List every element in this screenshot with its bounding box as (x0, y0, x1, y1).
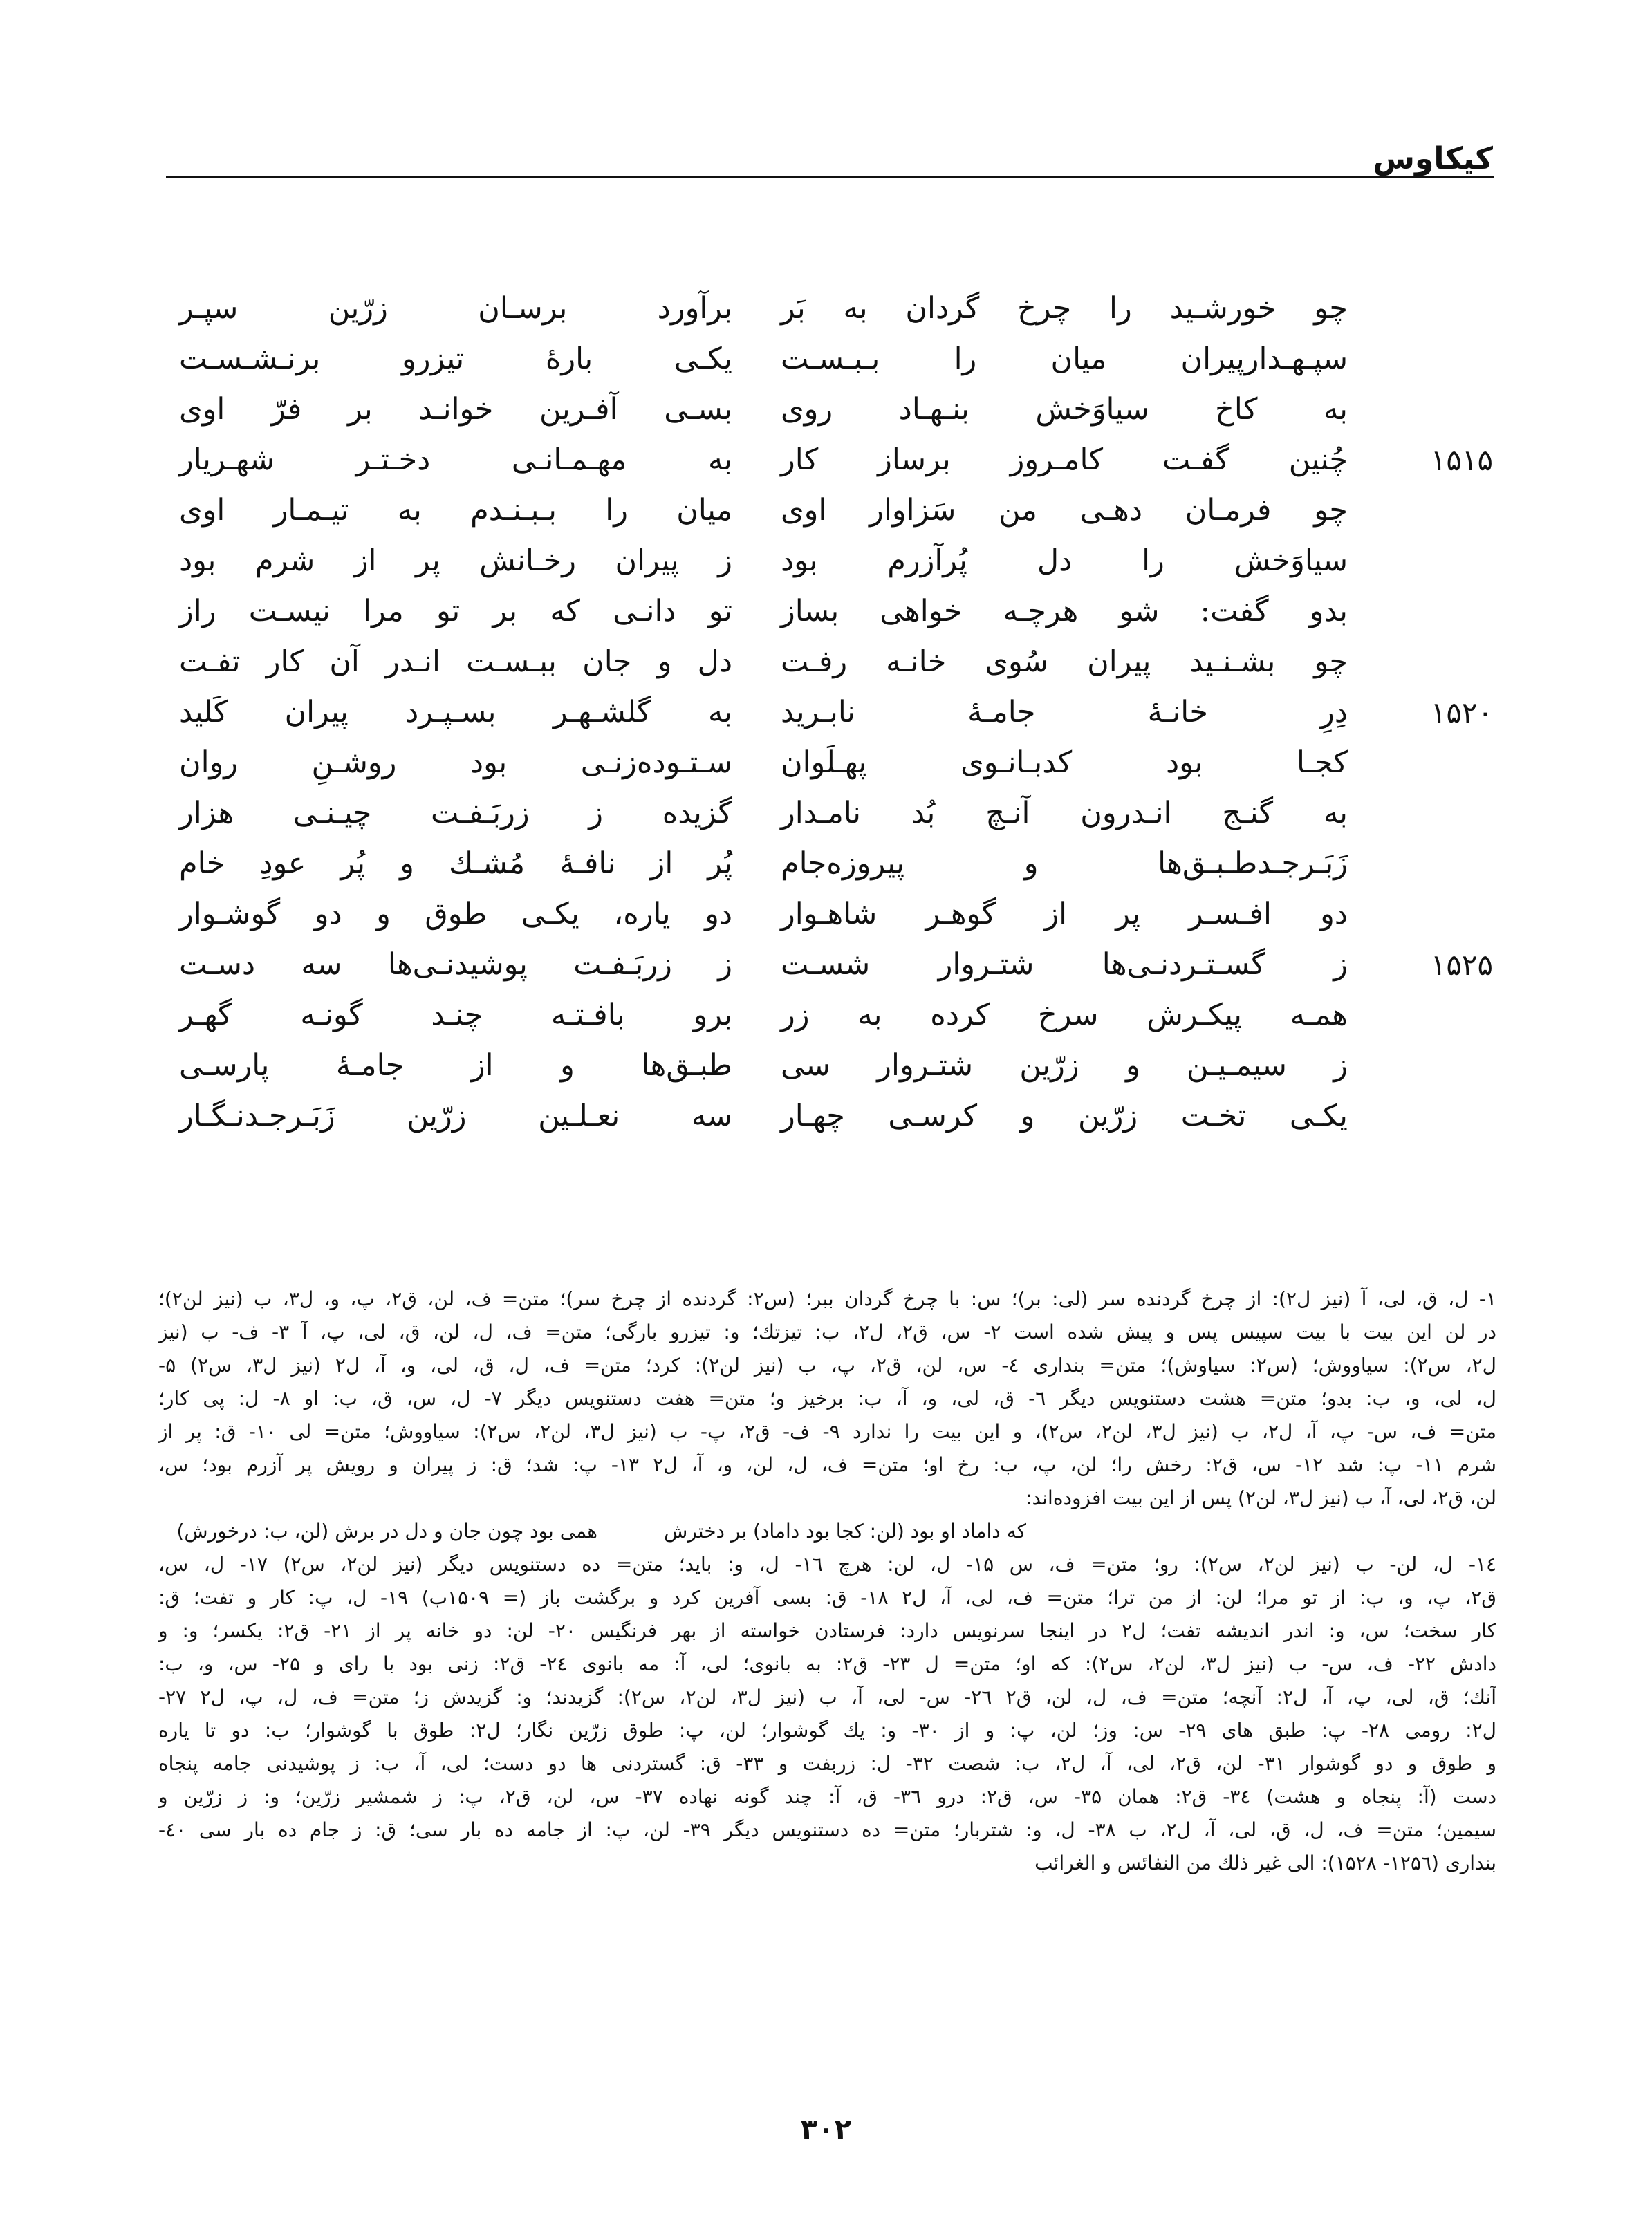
footnote-line: آنك؛ ق، لی، پ، آ، ل۲: آنچه؛ متن= ف، ل، لن، ق۲ ۲٦- س- لی، آ، ب (نیز ل۳، لن۲، س۲): گزیدند؛ و: گزیدش ز؛ متن= ف، ل، پ، ل۲ ۲۷- (158, 1686, 1496, 1708)
hemistich-second: برآورد برسـان زرّین سپـر (179, 291, 732, 326)
verse-row (0, 1041, 1652, 1091)
verse-row (0, 586, 1652, 637)
footnote-couplet (158, 1515, 1496, 1548)
footnote-line: ۱٤- ل، لن- ب (نیز لن۲، س۲): رو؛ متن= ف، س ۱۵- ل، لن: هرچ ۱٦- ل، و: باید؛ متن= ده دستنویس دیگر (نیز لن۲، س۲) ۱۷- ل، س، (158, 1553, 1496, 1576)
footnote-couplet-first: که داماد او بود (لن: کجا بود داماد) بر دخترش (664, 1520, 1026, 1543)
footnote-line: ل۲: رومی ۲۸- پ: طبق های ۲۹- س: وز؛ لن، پ: و از ۳۰- و: یك گوشوار؛ لن، پ: طوق زرّین نگار؛ ل۲: طوق با گوشوار؛ ب: دو تا یاره (158, 1719, 1496, 1742)
footnote-line: دست (آ: پنجاه و هشت) ۳٤- ق۲: همان ۳۵- س، ق۲: درو ۳٦- ق، آ: چند گونه نهاده ۳۷- س، لن، ق۲، پ: ز شمشیر زرّین؛ و: ز زرّین و (158, 1785, 1496, 1808)
hemistich-first: بدو گفت: شو هرچـه خواهی بساز (781, 594, 1348, 628)
hemistich-first: ز سیمـیـن و زرّین شتـروار سی (781, 1048, 1348, 1083)
page-number: ۳۰۲ (800, 2114, 852, 2145)
hemistich-second: به گلشـهـر بسـپـرد پیران کَلید (179, 695, 732, 729)
hemistich-second: یکـی بارهٔ تیزرو برنـشـسـت (179, 342, 732, 376)
hemistich-first: کجـا بود کدبـانـوی پهـلَوان (781, 745, 1348, 780)
verse-row (0, 738, 1652, 788)
verse-row (0, 637, 1652, 687)
hemistich-first: چو خورشـید را چرخ گردان به بَر (781, 291, 1348, 326)
footnote-line: دادش ۲۲- ف، س- ب (نیز ل۳، لن۲، س۲): که او؛ متن= ل ۲۳- ق۲: به بانوی؛ لی، آ: مه بانوی ۲٤- ق۲: زنی بود با رای و ۲۵- س، و، ب: (158, 1652, 1496, 1675)
running-header-title: کیکاوس (1373, 141, 1493, 176)
verse-line-number: ۱۵۲۰ (1430, 696, 1493, 729)
verse-line-number: ۱۵۲۵ (1430, 948, 1493, 982)
verse-row (0, 788, 1652, 839)
hemistich-second: دو یاره، یکـی طوق و دو گوشـوار (179, 897, 732, 931)
hemistich-first: همـه پیکـرش سرخ کرده به زر (781, 998, 1348, 1032)
hemistich-first: یکـی تخـت زرّین و کرسـی چهـار (781, 1099, 1348, 1133)
hemistich-second: گزیده ز زربَـفـت چیـنـی هزار (179, 796, 732, 830)
verse-row (0, 940, 1652, 990)
verse-line-number: ۱۵۱۵ (1430, 443, 1493, 477)
hemistich-first: چو بشـنـید پیران سُوی خانـه رفـت (781, 644, 1348, 679)
verse-row (0, 1091, 1652, 1142)
hemistich-first: به کاخ سیاوَخش بنـهـاد روی (781, 392, 1348, 427)
verse-row (0, 283, 1652, 334)
hemistich-second: دل و جان ببـسـت انـدر آن کار تفـت (179, 644, 732, 679)
hemistich-first: دو افـسـر پر از گوهـر شاهـوار (781, 897, 1348, 931)
verse-row (0, 384, 1652, 435)
footnote-line: کار سخت؛ س، و: اندر اندیشه تفت؛ ل۲ در اینجا سرنویس دارد: فرستادن خواسته از بهر فرنگیس ۲۰- لن: دو خانه پر از ۲۱- ق۲: یکسر؛ و: و (158, 1619, 1496, 1642)
footnote-line: ق۲، پ، و، ب: از تو مرا؛ لن: از من ترا؛ متن= ف، لی، آ، ل۲ ۱۸- ق: بسی آفرین کرد و برگشت باز (= ۱۵۰۹ب) ۱۹- ل، پ: کار و تفت؛ ق: (158, 1586, 1496, 1609)
hemistich-first: چُنین گفـت کامـروز برساز کار (781, 442, 1348, 477)
footnote-couplet-second: همی بود چون جان و دل در برش (لن، ب: درخورش) (176, 1520, 597, 1543)
footnote-line: ل۲، س۲): سیاووش؛ (س۲: سیاوش)؛ متن= بنداری ٤- س، لن، ق۲، پ، ب (نیز لن۲): کرد؛ متن= ف، ل، ق، لی، و، آ، ل۲ (نیز ل۳، س۲) ۵- (158, 1354, 1496, 1377)
hemistich-second: سه نعـلـین زرّین زَبَـرجـدنـگـار (179, 1099, 732, 1133)
hemistich-first: چو فرمـان دهـی من سَزاوار اوی (781, 493, 1348, 528)
verse-row (0, 839, 1652, 889)
hemistich-second: میان را بـبـنـدم به تیـمـار اوی (179, 493, 732, 528)
verse-row (0, 334, 1652, 384)
footnote-line: سیمین؛ متن= ف، ل، ق، لی، آ، ل۲، ب ۳۸- ل، و: شتربار؛ متن= ده دستنویس دیگر ۳۹- لن، پ: از جامه ده بار سی؛ ق: ز جام ده بار سی ٤۰- (158, 1818, 1496, 1841)
verse-row (0, 536, 1652, 586)
header-rule (166, 176, 1494, 178)
footnote-line: در لن این بیت با بیت سپیس پس و پیش شده است ۲- س، ق۲، ل۲، ب: تیزتك؛ و: تیزرو بارگی؛ متن= ف، ل، لن، ق، لی، پ، آ ۳- ف- ب (نیز (158, 1321, 1496, 1343)
verse-row (0, 485, 1652, 536)
footnote-line: ۱- ل، ق، لی، آ (نیز ل۲): از چرخ گردنده سر (لی: بر)؛ س: با چرخ گردان ببر؛ (س۲: گردنده از چرخ سر)؛ متن= ف، لن، ق۲، پ، و، ل۳، ب (نیز لن۲)؛ (158, 1287, 1496, 1310)
hemistich-first: ز گسـتـردنـی‌ها شتـروار شسـت (781, 947, 1348, 982)
hemistich-second: بسـی آفـرین خوانـد بر فرّ اوی (179, 392, 732, 427)
hemistich-second: برو بافـتـه چنـد گونـه گهـر (179, 998, 732, 1032)
hemistich-second: ز زربَـفـت پوشیدنـی‌ها سه دسـت (179, 947, 732, 982)
poem-body (0, 283, 1652, 1196)
footnote-line: شرم ۱۱- پ: شد ۱۲- س، ق۲: رخش را؛ لن، پ، ب: رخ او؛ متن= ف، ل، لن، و، آ، ل۲ ۱۳- پ: شد؛ ق: ز پیران و رویش پر آزرم بود؛ س، (158, 1453, 1496, 1476)
footnote-line: و طوق و دو گوشوار ۳۱- لن، ق۲، لی، آ، ل۲، ب: شصت ۳۲- ل: زربفت و ۳۳- ق: گستردنی ها دو دست؛ لی، آ، ب: ز پوشیدنی جامه پنجاه (158, 1752, 1496, 1775)
footnote-line: لن، ق۲، لی، آ، ب (نیز ل۳، لن۲) پس از این بیت افزوده‌اند: (1025, 1487, 1496, 1509)
hemistich-second: تو دانـی که بر تو مرا نیسـت راز (179, 594, 732, 628)
footnote-line: بنداری (۱۲۵٦- ۱۵۲۸): الی غیر ذلك من النفائس و الغرائب (1034, 1852, 1496, 1874)
hemistich-second: به مهـمـانـی دخـتـر شهـریار (179, 442, 732, 477)
hemistich-first: زَبَـرجـدطـبـق‌ها و پیروزه‌جام (781, 846, 1348, 881)
hemistich-first: به گنـج انـدرون آنـچ بُد نامـدار (781, 796, 1348, 830)
verse-row (0, 435, 1652, 485)
footnote-line: متن= ف، س- پ، آ، ل۲، ب (نیز ل۳، لن۲، س۲)، و این بیت را ندارد ۹- ف- ق۲، پ- ب (نیز ل۳، لن۲، س۲): سیاووش؛ متن= لی ۱۰- ق: پر از (158, 1420, 1496, 1443)
hemistich-first: دِرِ خانـهٔ جامـهٔ نابـرید (781, 695, 1348, 729)
verse-row (0, 687, 1652, 738)
verse-row (0, 990, 1652, 1041)
hemistich-second: سـتـوده‌زنـی بود روشـنِ روان (179, 745, 732, 780)
footnote-line: ل، لی، و، ب: بدو؛ متن= هشت دستنویس دیگر ٦- ق، لی، و، آ، ب: برخیز و؛ متن= هفت دستنویس دیگر ۷- ل، س، ق، ب: او ۸- ل: پی کار؛ (158, 1387, 1496, 1410)
verse-row (0, 889, 1652, 940)
hemistich-second: ز پیران رخـانش پر از شرم بود (179, 543, 732, 578)
footnotes (158, 1283, 1496, 1880)
hemistich-second: پُر از نافـهٔ مُشـك و پُر عودِ خام (179, 846, 732, 881)
hemistich-first: سپـهـدارپیران میان را بـبـسـت (781, 342, 1348, 376)
hemistich-first: سیاوَخش را دل پُرآزرم بود (781, 543, 1348, 578)
hemistich-second: طبـق‌ها و از جامـهٔ پارسـی (179, 1048, 732, 1083)
